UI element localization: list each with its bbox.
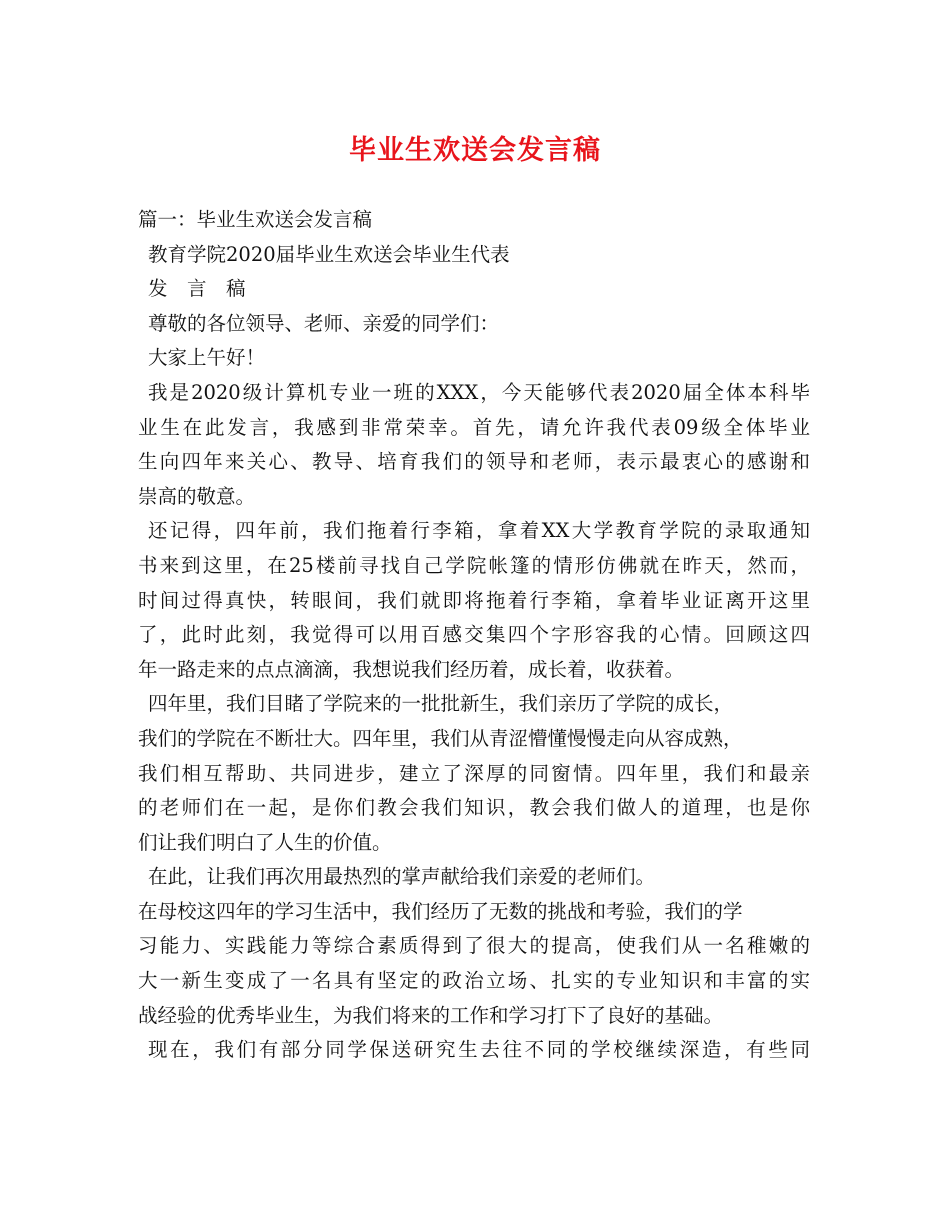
paragraph-line: 了，此时此刻，我觉得可以用百感交集四个字形容我的心情。回顾这四	[138, 623, 810, 647]
paragraph-line: 还记得，四年前，我们拖着行李箱，拿着XX大学教育学院的录取通知	[148, 519, 810, 543]
paragraph-line: 生向四年来关心、教导、培育我们的领导和老师，表示最衷心的感谢和	[138, 450, 810, 474]
paragraph-line: 尊敬的各位领导、老师、亲爱的同学们：	[148, 311, 500, 335]
paragraph-line: 发 言 稿	[148, 277, 246, 301]
paragraph-line: 大家上午好！	[148, 346, 266, 370]
paragraph-line: 我们相互帮助、共同进步，建立了深厚的同窗情。四年里，我们和最亲	[138, 761, 810, 785]
paragraph-line: 战经验的优秀毕业生，为我们将来的工作和学习打下了良好的基础。	[138, 1003, 724, 1027]
paragraph-line: 在母校这四年的学习生活中，我们经历了无数的挑战和考验，我们的学	[138, 899, 743, 923]
paragraph-line: 习能力、实践能力等综合素质得到了很大的提高，使我们从一名稚嫩的	[138, 934, 810, 958]
paragraph-line: 们让我们明白了人生的价值。	[138, 830, 392, 854]
paragraph-line: 现在，我们有部分同学保送研究生去往不同的学校继续深造，有些同	[148, 1038, 810, 1062]
paragraph-line: 崇高的敬意。	[138, 484, 256, 508]
paragraph-line: 在此，让我们再次用最热烈的掌声献给我们亲爱的老师们。	[148, 865, 656, 889]
document-title: 毕业生欢送会发言稿	[349, 135, 601, 166]
document-body	[138, 203, 818, 1068]
paragraph-line: 年一路走来的点点滴滴，我想说我们经历着，成长着，收获着。	[138, 657, 685, 681]
paragraph-line: 业生在此发言，我感到非常荣幸。首先，请允许我代表09级全体毕业	[138, 415, 810, 439]
paragraph-line: 的老师们在一起，是你们教会我们知识，教会我们做人的道理，也是你	[138, 796, 810, 820]
paragraph-line: 时间过得真快，转眼间，我们就即将拖着行李箱，拿着毕业证离开这里	[138, 588, 810, 612]
paragraph-line: 我们的学院在不断壮大。四年里，我们从青涩懵懂慢慢走向从容成熟，	[138, 726, 743, 750]
paragraph-line: 篇一：毕业生欢送会发言稿	[138, 208, 373, 231]
paragraph-line: 我是2020级计算机专业一班的XXX，今天能够代表2020届全体本科毕	[148, 380, 810, 404]
paragraph-line: 大一新生变成了一名具有坚定的政治立场、扎实的专业知识和丰富的实	[138, 969, 810, 993]
paragraph-line: 书来到这里，在25楼前寻找自己学院帐篷的情形仿佛就在昨天，然而，	[138, 553, 810, 577]
paragraph-line: 教育学院2020届毕业生欢送会毕业生代表	[148, 242, 510, 266]
paragraph-line: 四年里，我们目睹了学院来的一批批新生，我们亲历了学院的成长，	[148, 692, 734, 716]
